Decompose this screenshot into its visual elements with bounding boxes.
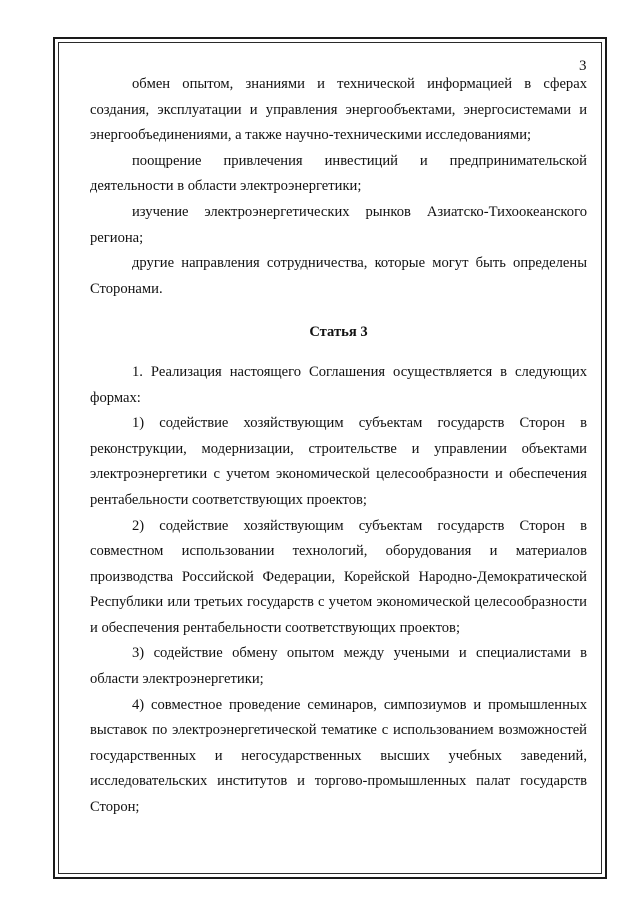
page-number: 3 — [579, 58, 587, 74]
article-heading: Статья 3 — [309, 324, 368, 341]
paragraph: изучение электроэнергетических рынков Азиатско-Тихоокеанского региона; — [90, 203, 587, 246]
paragraph: 1) содействие хозяйствующим субъектам государств Сторон в реконструкции, модернизации, строительстве и управлении объектами электроэнергетики с учетом экономической целесообразности и обеспечения рентабельности соответствующих проектов; — [90, 415, 587, 508]
paragraph: 4) совместное проведение семинаров, симпозиумов и промышленных выставок по электроэнергетической тематике с использованием возможностей государственных и негосударственных высших учебных заведений, исследовательских институтов и торгово-промышленных палат государств Сторон; — [90, 696, 587, 816]
paragraph: поощрение привлечения инвестиций и предпринимательской деятельности в области электроэнергетики; — [90, 152, 587, 195]
paragraph: 3) содействие обмену опытом между учеными и специалистами в области электроэнергетики; — [90, 645, 587, 688]
paragraph: 2) содействие хозяйствующим субъектам государств Сторон в совместном использовании технологий, оборудования и материалов производства Российской Федерации, Корейской Народно-Демократической Республики или третьих государств с учетом экономической целесообразности и обеспечения рентабельности соответствующих проектов; — [90, 517, 587, 636]
paragraph: другие направления сотрудничества, которые могут быть определены Сторонами. — [90, 255, 587, 297]
paragraph: обмен опытом, знаниями и технической информацией в сферах создания, эксплуатации и управления энергообъектами, энергосистемами и энергообъединениями, а также научно-техническими исследованиями; — [90, 76, 587, 144]
document-body — [90, 72, 587, 821]
paragraph: 1. Реализация настоящего Соглашения осуществляется в следующих формах: — [90, 363, 587, 406]
